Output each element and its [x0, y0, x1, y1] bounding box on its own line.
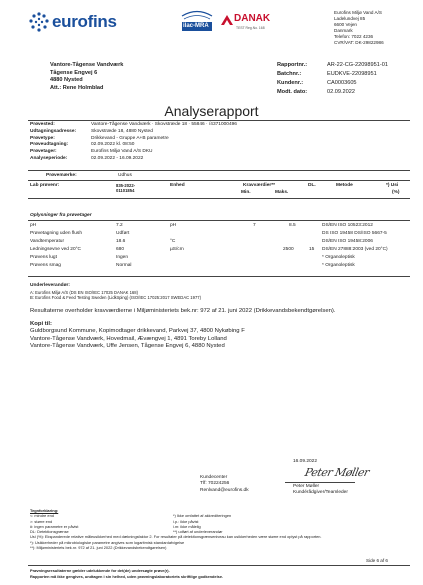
marking-value: Udhus — [118, 173, 132, 178]
recipient-line: Tågense Engvej 6 — [50, 69, 98, 76]
page-number: Side 6 af 6 — [366, 558, 388, 563]
row-unit: µS/cm — [170, 247, 184, 252]
legend-item: *) Ikke omfattet af akkrediteringen — [173, 513, 232, 519]
signature: Peter Møller — [303, 466, 371, 479]
lab-address-line: Telefon: 7022 4236 — [334, 34, 374, 39]
contact-email[interactable]: Renlvand@eurofins.dk — [200, 487, 249, 493]
sample-info-value: Eurofins Miljø Vand A/S DKU — [91, 149, 153, 155]
row-unit: °C — [170, 239, 176, 244]
legend-item: #: ingen parametre er påvist — [30, 523, 79, 529]
page-title: Analyserapport — [164, 103, 259, 119]
legend-note: **): Miljøministeriets bek.nr. 972 af 21. juni 2022 (Drikkevandsbekendtgørelsen) — [30, 545, 167, 551]
requirement-header: Kravværdier** — [243, 183, 275, 188]
marking-label: Prøvemærke: — [46, 173, 77, 178]
sample-info-key: Prøvetype: — [30, 135, 55, 141]
unit-header: Enhed — [170, 183, 185, 188]
meta-key: Kundenr.: — [277, 80, 304, 86]
subcontractor-block — [30, 283, 201, 300]
lab-address-line: 6600 Vejen — [334, 22, 357, 27]
recipient-line: Vantore-Tågense Vandværk — [50, 62, 124, 68]
row-unit: pH — [170, 223, 177, 228]
subcontractor-line: B: Eurofins Food & Feed Testing Sweden (Lidköping) (ISO/IEC 17025:2017 SWEDAC 1977) — [30, 295, 202, 300]
row-method: DS ISO 19458 DS/ISO 5667-5 — [322, 231, 387, 236]
meta-key: Batchnr.: — [277, 71, 302, 77]
row-max: 8.5 — [289, 223, 296, 228]
brand-name: eurofins — [52, 12, 117, 31]
row-name: Prøvetagning uden flush — [30, 231, 82, 236]
copy-to-line: Guldborgsund Kommune, Kopimodtager drikkevand, Parkvej 37, 4800 Nykøbing F — [30, 328, 245, 335]
lab-no-value: 01101854 — [116, 188, 135, 193]
lab-address-line: CVR/VAT: DK-29822986 — [334, 40, 384, 45]
recipient-line: 4880 Nysted — [50, 77, 83, 84]
row-value: 680 — [116, 247, 125, 252]
row-method: * Organoleptisk — [322, 263, 355, 268]
signer-role: Kundérådgiver/Teamleder — [293, 490, 348, 495]
divider — [28, 276, 410, 277]
row-name: Vandtemperatur — [30, 239, 65, 244]
sample-info-key: Prøvetager: — [30, 149, 57, 155]
row-name: Ledningsevne ved 20°C — [30, 247, 81, 252]
report-number: AR-22-CG-22098951-01 — [327, 62, 388, 68]
divider — [28, 198, 410, 199]
subcontractor-line: A: Eurofins Miljø A/S (DS EN ISO/IEC 17025 DANAK 168) — [30, 290, 138, 295]
legend-item: >: større end — [30, 518, 53, 524]
copy-to-line: Vantore-Tågense Vandværk, Uffe Jensen, Tågense Engvej 6, 4880 Nysted — [30, 342, 225, 349]
divider — [28, 565, 410, 566]
lab-no-label: Lab prøvenr: — [30, 183, 60, 188]
contact-title: Kundecenter — [200, 475, 228, 480]
danak-sub: TEST Reg.No. 168 — [236, 26, 265, 30]
row-method: * Organoleptisk — [322, 255, 355, 260]
sample-info-value: 02.09.2022 kl. 08:50 — [91, 142, 135, 148]
copy-to-block — [30, 321, 245, 350]
divider — [28, 220, 410, 221]
legend-heading: Tegnforklaring: — [30, 508, 59, 513]
received-date: 02.09.2022 — [327, 89, 355, 95]
legend-item: <: mindre end — [30, 513, 54, 519]
sample-info-key: Analyseperiode: — [30, 155, 68, 161]
signer-block — [293, 484, 348, 496]
batch-number: EUDKVE-22098951 — [327, 71, 377, 77]
subcontractor-heading: Underleverandør: — [30, 283, 70, 288]
row-name: pH — [30, 223, 37, 228]
min-header: Min. — [241, 190, 251, 195]
sample-info-value: Vantore-Tågense Vandværk · Skovstræde 18 · 55846 · /4371000496 — [91, 122, 237, 127]
sample-info-key: Udtagningsadresse: — [30, 128, 77, 134]
signer-name: Peter Møller — [293, 484, 320, 489]
meta-key: Rapportnr.: — [277, 62, 308, 68]
ilac-label: ilac-MRA — [183, 23, 209, 29]
row-value: 7.2 — [116, 223, 123, 228]
report-date: 16.09.2022 — [293, 459, 318, 464]
row-min: 7 — [253, 223, 256, 228]
legend-item: **) udført af underleverandør — [173, 529, 223, 535]
dl-header: DL. — [308, 183, 316, 188]
contact-phone: Tlf: 70224256 — [200, 481, 230, 487]
row-method: DS/EN ISO 19458:2006 — [322, 239, 373, 244]
method-header: Metode — [336, 183, 353, 188]
sample-info-value: 02.09.2022 - 16.09.2022 — [91, 155, 144, 161]
row-max: 2500 — [283, 247, 294, 252]
meta-key: Modt. dato: — [277, 89, 308, 95]
danak-label: DANAK — [234, 13, 271, 24]
sample-info-key: Prøvested: — [30, 122, 55, 127]
copy-to-line: Vantore-Tågense Vandværk, Hovedmail, Ævængvej 1, 4891 Toreby Lolland — [30, 335, 227, 342]
signature-line — [285, 482, 355, 483]
conclusion: Resultaterne overholder kravværdierne i Miljøministeriets bek.nr: 972 af 21. juni 2022 (Drikkevandsbekendtgørelsen). — [30, 308, 336, 314]
customer-number: CA0003605 — [327, 80, 357, 86]
footer-line: Prøvningsresultaterne gælder udelukkende for det(de) undersøgte prøve(r). — [30, 568, 170, 573]
max-header: Maks. — [275, 190, 289, 195]
legend-item: i.p.: ikke påvist — [173, 518, 199, 524]
divider — [28, 180, 410, 181]
copy-to-heading: Kopi til: — [30, 321, 52, 327]
legend-note: *): Usikkerheder på mikrobiologiske parametre angives som logaritmisk standardafvigelse — [30, 539, 185, 545]
lab-address-line: Danmark — [334, 28, 353, 33]
legend-item: DL: Detektionsgrænse — [30, 529, 69, 535]
lab-address-line: Ladelundvej 85 — [334, 16, 366, 21]
legend-item: i.m: ikke målelig — [173, 523, 201, 529]
row-method: DS/EN ISO 10523:2012 — [322, 223, 373, 228]
uncertainty-header: (%) — [392, 190, 400, 195]
sample-info-value: Skovstræde 18, 4880 Nysted — [91, 128, 153, 134]
sample-info-key: Prøveudtagning: — [30, 142, 69, 148]
lab-address-line: Eurofins Miljø Vand A/S — [334, 10, 382, 15]
row-value: Ingen — [116, 255, 129, 260]
recipient-line: Att.: Rene Holmblad — [50, 84, 104, 91]
row-name: Prøvens lugt — [30, 255, 57, 260]
section-heading: Oplysninger fra prøvetager — [30, 213, 92, 218]
row-name: Prøvens smag — [30, 263, 61, 268]
legend-block — [30, 508, 410, 550]
lab-no-value: 835-2022- — [116, 183, 136, 188]
footer-line: Rapporten må ikke gengives, undtagen i sin helhed, uden prøvningslaboratoriets skriftlige godkendelse. — [30, 574, 224, 579]
contact-block — [200, 475, 249, 494]
uncertainty-header: *) Usi — [386, 183, 399, 188]
row-value: 18.6 — [116, 239, 126, 244]
row-value: Udført — [116, 231, 130, 236]
sample-info-value: Drikkevand - Gruppe A+B parametre — [91, 135, 169, 141]
legend-note: Usi (%): Ekspanderede relative måleusikkerhed med dækningsfaktor 2. For resultater på detektionsgrænseniveau kan usikkerheden være større end oplyst på rapporten. — [30, 534, 322, 540]
row-dl: 15 — [309, 247, 315, 252]
row-value: Normal — [116, 263, 132, 268]
row-method: DS/EN 27888:2003 (ved 20°C) — [322, 247, 388, 252]
